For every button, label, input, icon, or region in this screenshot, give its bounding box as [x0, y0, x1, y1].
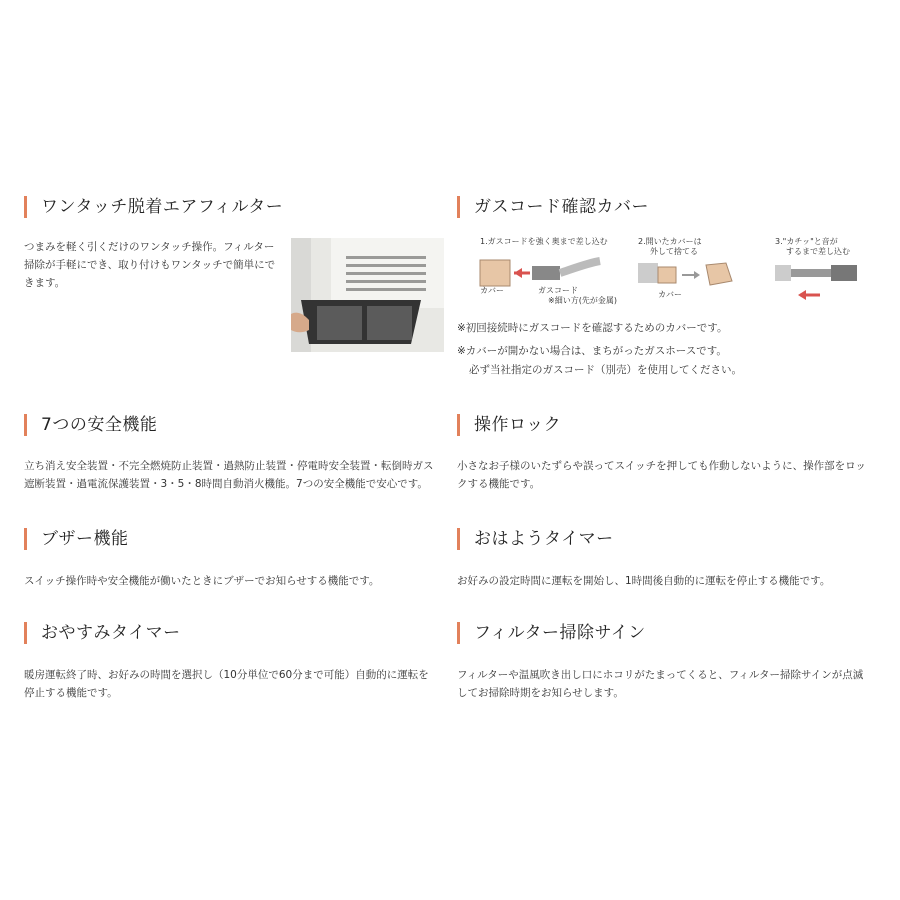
section-text [24, 666, 444, 702]
text-line: 停止する機能です。 [24, 687, 118, 699]
accent-bar [24, 622, 27, 644]
text-line: 立ち消え安全装置・不完全燃焼防止装置・過熱防止装置・停電時安全装置・転倒時ガス [24, 460, 434, 472]
accent-bar [457, 622, 460, 644]
text-line: 小さなお子様のいたずらや誤ってスイッチを押しても作動しないように、操作部をロッ [457, 460, 866, 472]
text-line: クする機能です。 [457, 478, 541, 490]
section-header [457, 195, 877, 219]
step2-label-b: 外して捨てる [650, 247, 698, 256]
gascord-notes [457, 319, 887, 380]
text-line: フィルターや温風吹き出し口にホコリがたまってくると、フィルター掃除サインが点滅 [457, 669, 864, 681]
accent-bar [24, 196, 27, 218]
section-filter-text [24, 238, 286, 292]
filter-photo [291, 238, 444, 352]
cover-label: カバー [480, 286, 504, 295]
section-title: ガスコード確認カバー [474, 197, 649, 217]
accent-bar [457, 196, 460, 218]
section-text [24, 572, 444, 590]
note-line: 必ず当社指定のガスコード（別売）を使用してください。 [469, 364, 742, 376]
section-title: フィルター掃除サイン [474, 623, 646, 643]
step1-label: 1.ガスコードを強く奥まで差し込む [480, 237, 608, 246]
step3-label-b: するまで差し込む [786, 247, 850, 256]
section-safety [24, 413, 444, 493]
text-line: 暖房運転終了時、お好みの時間を選択し（10分単位で60分まで可能）自動的に運転を [24, 669, 429, 681]
section-title: ブザー機能 [41, 529, 129, 549]
section-text [457, 572, 882, 590]
step2-label-a: 2.開いたカバーは [638, 237, 702, 246]
section-filter-sign [457, 621, 882, 702]
section-morning-timer [457, 527, 882, 590]
section-text [457, 457, 882, 493]
accent-bar [457, 528, 460, 550]
accent-bar [24, 528, 27, 550]
gascord-diagram [470, 233, 880, 313]
section-gascord [457, 195, 877, 219]
section-header [24, 195, 444, 219]
section-buzzer [24, 527, 444, 590]
section-header [24, 621, 444, 645]
step3-label-a: 3."カチッ"と音が [775, 237, 838, 246]
accent-bar [457, 414, 460, 436]
section-sleep-timer [24, 621, 444, 702]
note-line: ※カバーが開かない場合は、まちがったガスホースです。 [457, 345, 727, 357]
section-title: 7つの安全機能 [41, 415, 158, 435]
section-title: ワンタッチ脱着エアフィルター [41, 197, 284, 217]
section-title: 操作ロック [474, 415, 562, 435]
text-line: 掃除が手軽にでき、取り付けもワンタッチで簡単にで [24, 259, 276, 271]
text-line: つまみを軽く引くだけのワンタッチ操作。フィルター [24, 241, 275, 253]
gascord-label: ガスコード [538, 286, 578, 295]
section-text [457, 666, 882, 702]
note-line: ※初回接続時にガスコードを確認するためのカバーです。 [457, 322, 728, 334]
accent-bar [24, 414, 27, 436]
section-filter [24, 195, 444, 219]
section-header [457, 413, 882, 437]
text-line: してお掃除時期をお知らせします。 [457, 687, 624, 699]
section-title: おはようタイマー [474, 529, 614, 549]
thin-note: ※細い方(先が金属) [548, 296, 617, 305]
section-title: おやすみタイマー [41, 623, 181, 643]
section-lock [457, 413, 882, 493]
section-text [24, 457, 444, 493]
section-header [457, 527, 882, 551]
text-line: 遮断装置・過電流保護装置・3・5・8時間自動消火機能。7つの安全機能で安心です。 [24, 478, 428, 490]
text-line: お好みの設定時間に運転を開始し、1時間後自動的に運転を停止する機能です。 [457, 575, 831, 587]
cover-label-2: カバー [658, 290, 682, 299]
text-line: スイッチ操作時や安全機能が働いたときにブザーでお知らせする機能です。 [24, 575, 380, 587]
section-header [24, 413, 444, 437]
section-header [457, 621, 882, 645]
section-header [24, 527, 444, 551]
text-line: きます。 [24, 277, 66, 289]
